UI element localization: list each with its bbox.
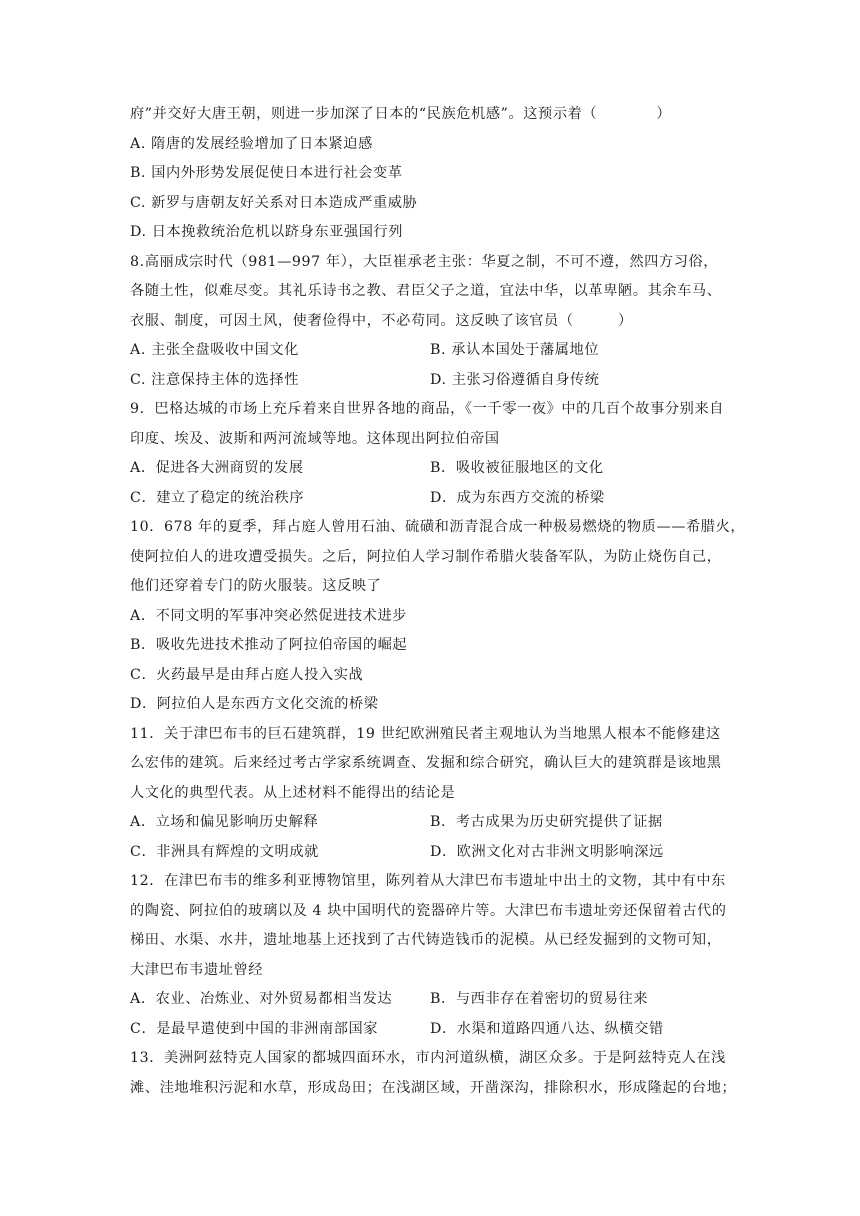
q12-stem-line-3: 梯田、水渠、水井，遗址地基上还找到了古代铸造钱币的泥模。从已经发掘到的文物可知， <box>130 932 722 948</box>
q12-stem-line-1: 12．在津巴布韦的维多利亚博物馆里，陈列着从大津巴布韦遗址中出土的文物，其中有中东 <box>130 873 726 889</box>
q12-options-row-1 <box>130 989 730 1009</box>
q11-stem-line-3: 人文化的典型代表。从上述材料不能得出的结论是 <box>130 785 456 801</box>
q9-stem-line-1: 9．巴格达城的市场上充斥着来自世界各地的商品，《一千零一夜》中的几百个故事分别来自 <box>130 401 725 417</box>
q8-options-row-2 <box>130 370 730 390</box>
q12-option-c: C．是最早遣使到中国的非洲南部国家 <box>130 1021 379 1037</box>
q8-option-c: C. 注意保持主体的选择性 <box>130 372 300 388</box>
q10-stem-line-1: 10．678 年的夏季，拜占庭人曾用石油、硫磺和沥青混合成一种极易燃烧的物质——希腊火， <box>130 519 746 535</box>
q9-option-a: A．促进各大洲商贸的发展 <box>130 460 304 476</box>
q11-option-a: A．立场和偏见影响历史解释 <box>130 814 319 830</box>
q9-options-row-2 <box>130 488 730 508</box>
q8-stem-line-3: 衣服、制度，可因土风，使奢俭得中，不必苟同。这反映了该官员（ ） <box>130 313 633 329</box>
q7-option-a: A. 隋唐的发展经验增加了日本紧迫感 <box>130 136 373 152</box>
q11-option-d: D．欧洲文化对古非洲文明影响深远 <box>430 844 664 860</box>
q9-option-d: D．成为东西方交流的桥梁 <box>430 490 605 506</box>
q11-stem-line-1: 11．关于津巴布韦的巨石建筑群，19 世纪欧洲殖民者主观地认为当地黑人根本不能修建这 <box>130 726 721 742</box>
q12-stem-line-2: 的陶瓷、阿拉伯的玻璃以及 4 块中国明代的瓷器碎片等。大津巴布韦遗址旁还保留着古代的 <box>130 903 727 919</box>
q11-options-row-1 <box>130 812 730 832</box>
q8-stem-line-2: 各随土性，似难尽变。其礼乐诗书之教、君臣父子之道，宜法中华，以革卑陋。其余车马、 <box>130 283 722 299</box>
q8-option-b: B. 承认本国处于藩属地位 <box>430 342 600 358</box>
q10-stem-line-3: 他们还穿着专门的防火服装。这反映了 <box>130 578 382 594</box>
q10-option-d: D．阿拉伯人是东西方文化交流的桥梁 <box>130 696 379 712</box>
q11-option-b: B．考古成果为历史研究提供了证据 <box>430 814 663 830</box>
q7-option-d: D. 日本挽救统治危机以跻身东亚强国行列 <box>130 224 404 240</box>
q8-option-a: A. 主张全盘吸收中国文化 <box>130 342 299 358</box>
q12-options-row-2 <box>130 1019 730 1039</box>
q8-stem-line-1: 8.高丽成宗时代（981—997 年），大臣崔承老主张：华夏之制，不可不遵，然四方习俗， <box>130 254 719 270</box>
q9-stem-line-2: 印度、埃及、波斯和两河流域等地。这体现出阿拉伯帝国 <box>130 431 500 447</box>
q9-options-row-1 <box>130 458 730 478</box>
q8-option-d: D. 主张习俗遵循自身传统 <box>430 372 600 388</box>
q13-stem-line-2: 滩、洼地堆积污泥和水草，形成岛田；在浅湖区域，开凿深沟，排除积水，形成隆起的台地； <box>130 1080 737 1096</box>
q12-option-b: B．与西非存在着密切的贸易往来 <box>430 991 649 1007</box>
q11-option-c: C．非洲具有辉煌的文明成就 <box>130 844 319 860</box>
q12-stem-line-4: 大津巴布韦遗址曾经 <box>130 962 264 978</box>
q7-stem-line: 府”并交好大唐王朝，则进一步加深了日本的“民族危机感”。这预示着（ ） <box>130 106 672 122</box>
q10-option-c: C．火药最早是由拜占庭人投入实战 <box>130 667 364 683</box>
q10-option-a: A．不同文明的军事冲突必然促进技术进步 <box>130 608 408 624</box>
q11-options-row-2 <box>130 842 730 862</box>
q7-option-c: C. 新罗与唐朝友好关系对日本造成严重威胁 <box>130 195 418 211</box>
q7-option-b: B. 国内外形势发展促使日本进行社会变革 <box>130 165 403 181</box>
q10-stem-line-2: 使阿拉伯人的进攻遭受损失。之后，阿拉伯人学习制作希腊火装备军队，为防止烧伤自己， <box>130 549 722 565</box>
q12-option-d: D．水渠和道路四通八达、纵横交错 <box>430 1021 664 1037</box>
q11-stem-line-2: 么宏伟的建筑。后来经过考古学家系统调查、发掘和综合研究，确认巨大的建筑群是该地黑 <box>130 755 722 771</box>
q13-stem-line-1: 13．美洲阿兹特克人国家的都城四面环水，市内河道纵横，湖区众多。于是阿兹特克人在浅 <box>130 1050 726 1066</box>
q10-option-b: B．吸收先进技术推动了阿拉伯帝国的崛起 <box>130 637 408 653</box>
q8-options-row-1 <box>130 340 730 360</box>
q12-option-a: A．农业、冶炼业、对外贸易都相当发达 <box>130 991 393 1007</box>
q9-option-c: C．建立了稳定的统治秩序 <box>130 490 305 506</box>
q9-option-b: B．吸收被征服地区的文化 <box>430 460 604 476</box>
